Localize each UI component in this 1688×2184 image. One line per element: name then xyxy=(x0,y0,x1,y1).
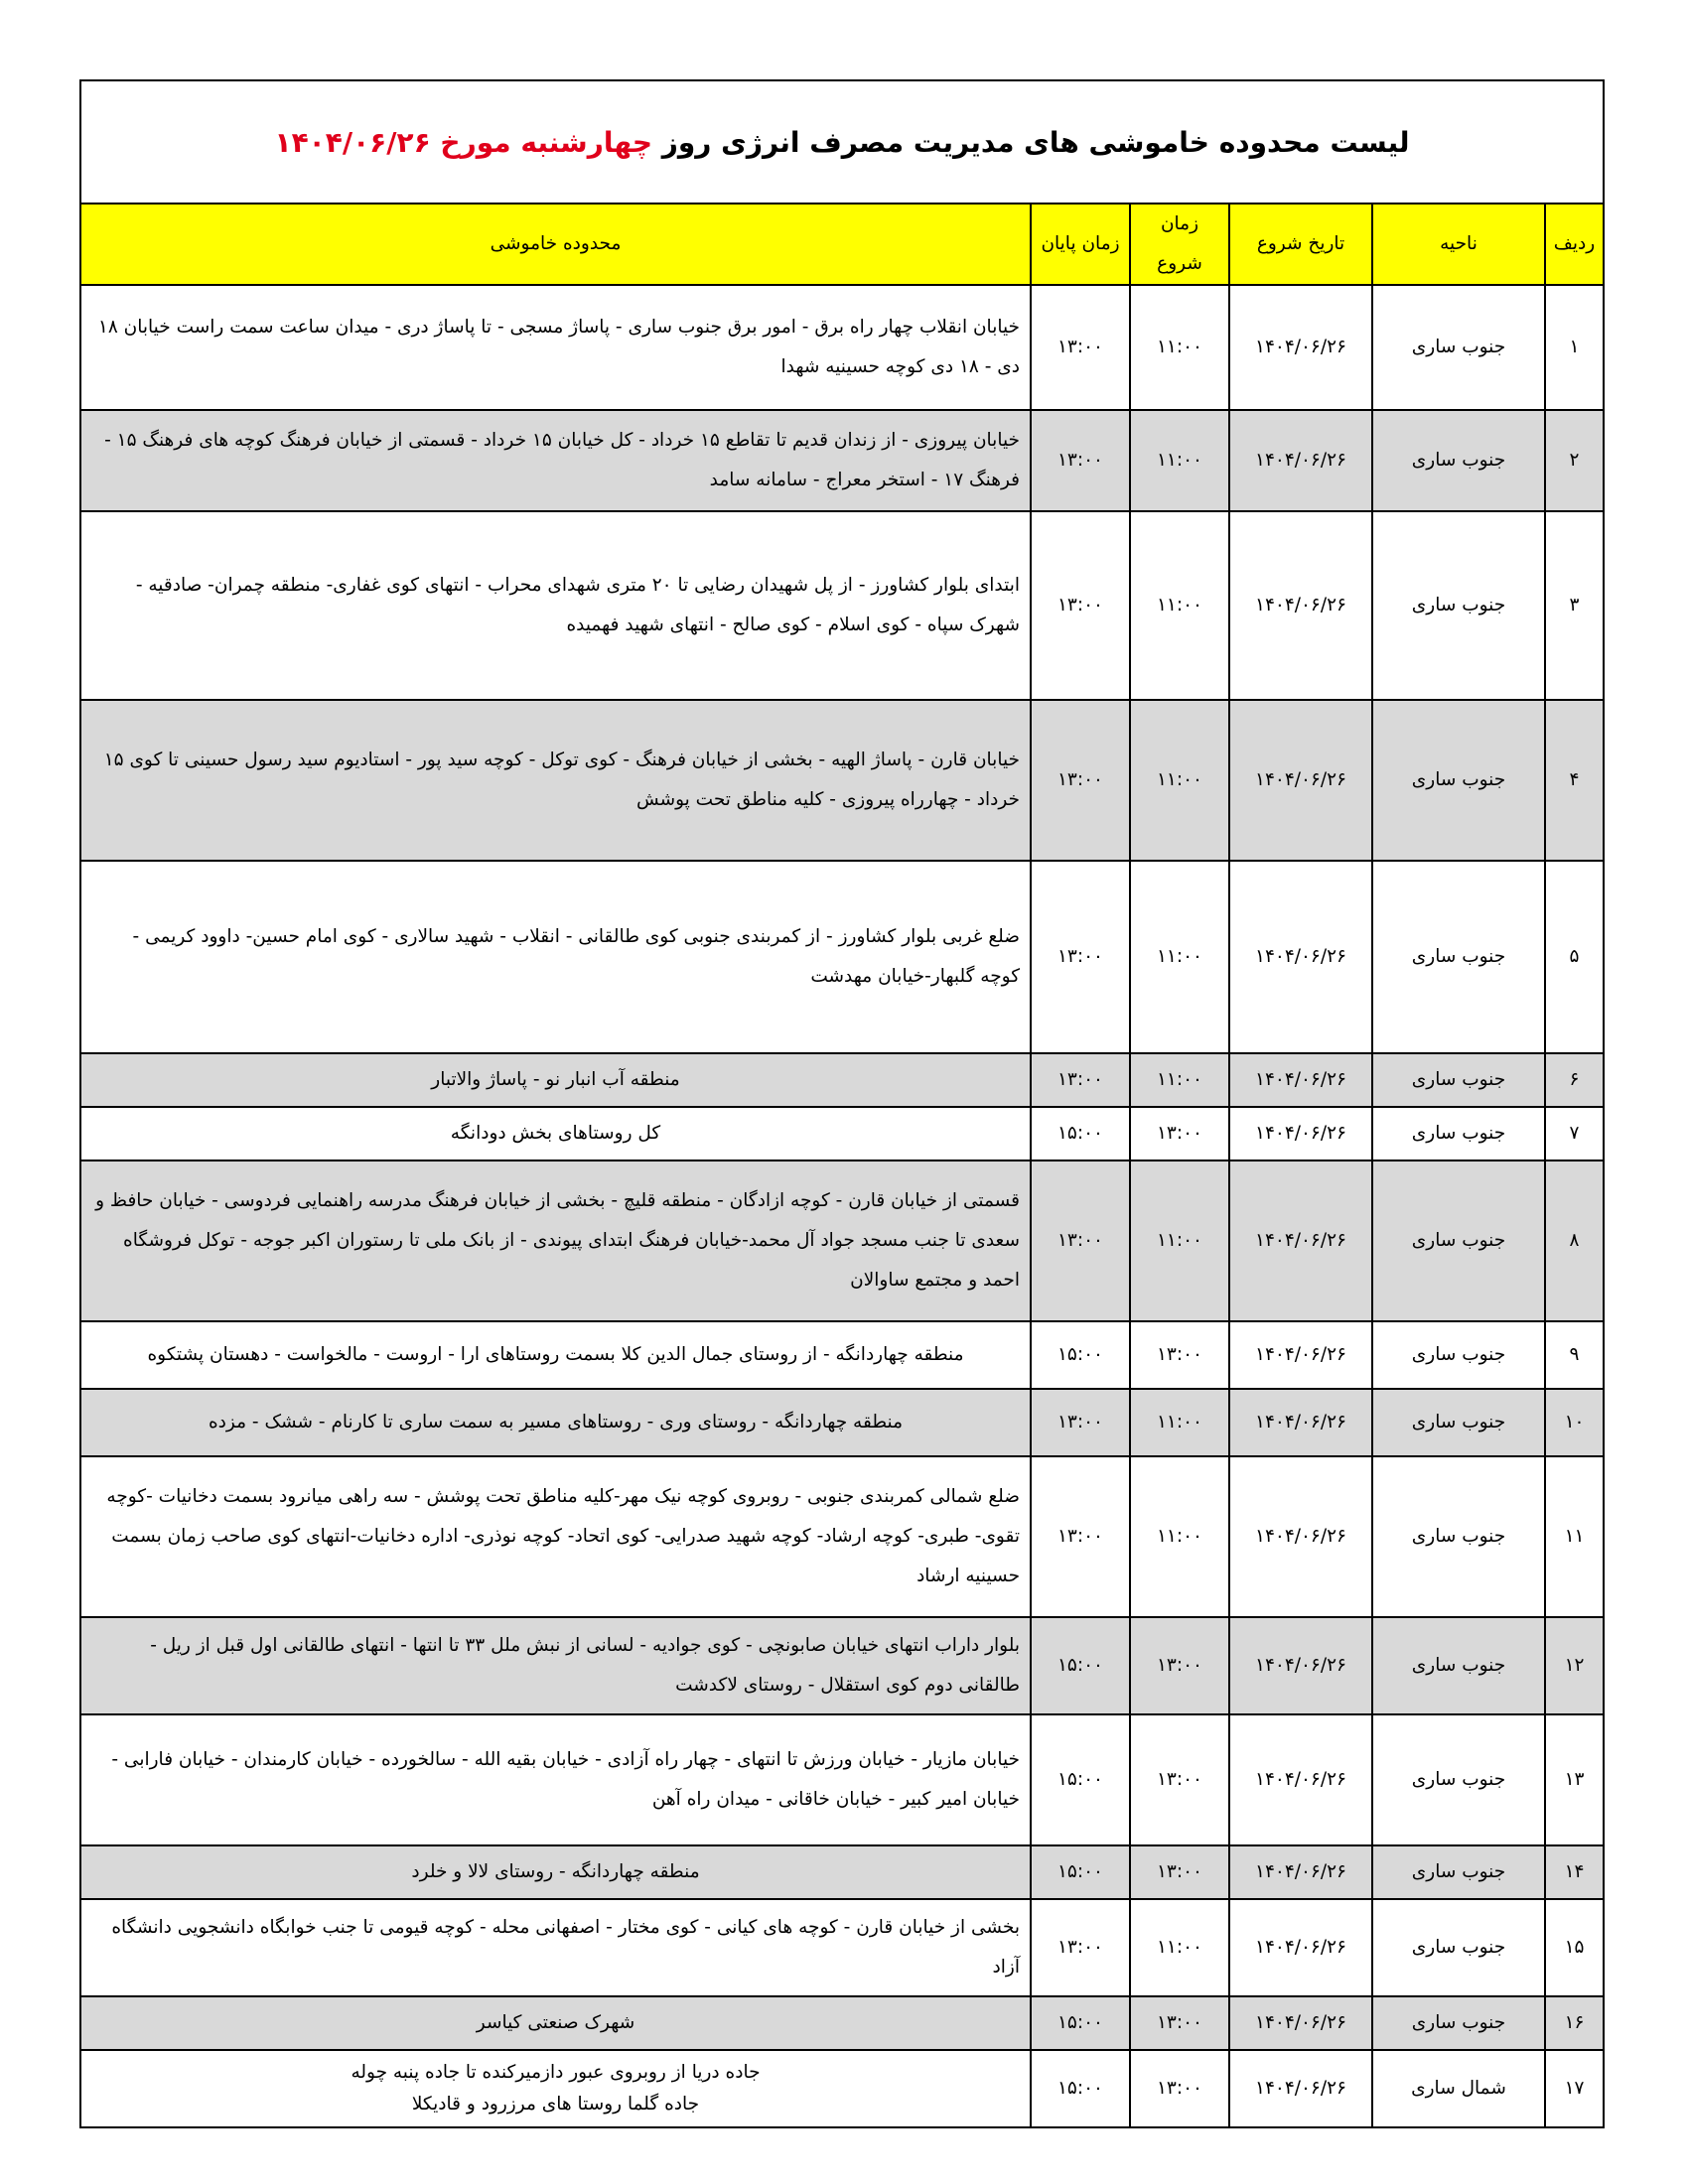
cell-district: جنوب ساری xyxy=(1372,700,1545,861)
cell-start-time: ۱۳:۰۰ xyxy=(1130,1996,1229,2050)
table-row xyxy=(81,1389,1603,1456)
cell-district: جنوب ساری xyxy=(1372,1389,1545,1456)
cell-outage-area: ابتدای بلوار کشاورز - از پل شهیدان رضایی تا ۲۰ متری شهدای محراب - انتهای کوی غفاری- منطقه چمران- صادقیه - شهرک سپاه - کوی اسلام - کوی صالح - انتهای شهید فهمیده xyxy=(81,511,1031,700)
cell-end-time: ۱۵:۰۰ xyxy=(1031,1321,1130,1389)
table-row xyxy=(81,1845,1603,1899)
cell-row-number: ۱۱ xyxy=(1545,1456,1603,1617)
cell-district: جنوب ساری xyxy=(1372,1456,1545,1617)
cell-end-time: ۱۵:۰۰ xyxy=(1031,1996,1130,2050)
document-frame xyxy=(79,79,1605,2128)
table-row xyxy=(81,1107,1603,1160)
cell-end-time: ۱۳:۰۰ xyxy=(1031,700,1130,861)
cell-start-time: ۱۱:۰۰ xyxy=(1130,1899,1229,1996)
cell-row-number: ۱۵ xyxy=(1545,1899,1603,1996)
cell-row-number: ۹ xyxy=(1545,1321,1603,1389)
table-row xyxy=(81,1617,1603,1714)
cell-start-time: ۱۱:۰۰ xyxy=(1130,1160,1229,1321)
cell-end-time: ۱۵:۰۰ xyxy=(1031,1107,1130,1160)
cell-district: جنوب ساری xyxy=(1372,1617,1545,1714)
cell-outage-area: منطقه چهاردانگه - روستای لالا و خلرد xyxy=(81,1845,1031,1899)
cell-row-number: ۱۲ xyxy=(1545,1617,1603,1714)
cell-date: ۱۴۰۴/۰۶/۲۶ xyxy=(1229,1899,1372,1996)
table-row xyxy=(81,1160,1603,1321)
outage-table xyxy=(81,205,1603,2126)
title-date: چهارشنبه مورخ ۱۴۰۴/۰۶/۲۶ xyxy=(274,125,653,159)
cell-end-time: ۱۵:۰۰ xyxy=(1031,1617,1130,1714)
cell-outage-area: ضلع شمالی کمربندی جنوبی - روبروی کوچه نیک مهر-کلیه مناطق تحت پوشش - سه راهی میانرود بسمت دخانیات -کوچه تقوی- طبری- کوچه ارشاد- کوچه شهید صدرایی- کوی اتحاد- کوچه نوذری- اداره دخانیات-انتهای کوی صاحب زمان بسمت حسینیه ارشاد xyxy=(81,1456,1031,1617)
table-row xyxy=(81,1996,1603,2050)
cell-outage-area: شهرک صنعتی کیاسر xyxy=(81,1996,1031,2050)
cell-outage-area: خیابان پیروزی - از زندان قدیم تا تقاطع ۱۵ خرداد - کل خیابان ۱۵ خرداد - قسمتی از خیابان فرهنگ کوچه های فرهنگ ۱۵ - فرهنگ ۱۷ - استخر معراج - سامانه سامد xyxy=(81,410,1031,511)
cell-date: ۱۴۰۴/۰۶/۲۶ xyxy=(1229,1714,1372,1845)
cell-district: شمال ساری xyxy=(1372,2050,1545,2126)
cell-end-time: ۱۳:۰۰ xyxy=(1031,285,1130,410)
cell-outage-area: خیابان قارن - پاساژ الهیه - بخشی از خیابان فرهنگ - کوی توکل - کوچه سید پور - استادیوم سید رسول حسینی تا کوی ۱۵ خرداد - چهارراه پیروزی - کلیه مناطق تحت پوشش xyxy=(81,700,1031,861)
cell-district: جنوب ساری xyxy=(1372,511,1545,700)
cell-row-number: ۱۴ xyxy=(1545,1845,1603,1899)
header-row-number: ردیف xyxy=(1545,205,1603,285)
cell-end-time: ۱۵:۰۰ xyxy=(1031,1845,1130,1899)
cell-end-time: ۱۳:۰۰ xyxy=(1031,410,1130,511)
cell-date: ۱۴۰۴/۰۶/۲۶ xyxy=(1229,1389,1372,1456)
table-row xyxy=(81,861,1603,1053)
cell-end-time: ۱۳:۰۰ xyxy=(1031,861,1130,1053)
cell-end-time: ۱۳:۰۰ xyxy=(1031,1456,1130,1617)
cell-date: ۱۴۰۴/۰۶/۲۶ xyxy=(1229,1160,1372,1321)
table-row xyxy=(81,1899,1603,1996)
cell-outage-area xyxy=(81,2050,1031,2126)
cell-date: ۱۴۰۴/۰۶/۲۶ xyxy=(1229,700,1372,861)
header-start-date: تاریخ شروع xyxy=(1229,205,1372,285)
cell-row-number: ۱ xyxy=(1545,285,1603,410)
header-district: ناحیه xyxy=(1372,205,1545,285)
cell-end-time: ۱۳:۰۰ xyxy=(1031,1389,1130,1456)
table-row xyxy=(81,1321,1603,1389)
table-row xyxy=(81,700,1603,861)
cell-row-number: ۴ xyxy=(1545,700,1603,861)
cell-district: جنوب ساری xyxy=(1372,1845,1545,1899)
cell-district: جنوب ساری xyxy=(1372,1107,1545,1160)
cell-start-time: ۱۳:۰۰ xyxy=(1130,1845,1229,1899)
cell-start-time: ۱۱:۰۰ xyxy=(1130,410,1229,511)
table-row xyxy=(81,285,1603,410)
cell-date: ۱۴۰۴/۰۶/۲۶ xyxy=(1229,1107,1372,1160)
cell-row-number: ۲ xyxy=(1545,410,1603,511)
cell-start-time: ۱۱:۰۰ xyxy=(1130,1053,1229,1107)
cell-district: جنوب ساری xyxy=(1372,285,1545,410)
cell-date: ۱۴۰۴/۰۶/۲۶ xyxy=(1229,1321,1372,1389)
cell-row-number: ۶ xyxy=(1545,1053,1603,1107)
cell-outage-area: قسمتی از خیابان قارن - کوچه ازادگان - منطقه قلیچ - بخشی از خیابان فرهنگ مدرسه راهنمایی فردوسی - خیابان حافظ و سعدی تا جنب مسجد جواد آل محمد-خیابان فرهنگ ابتدای پیوندی - از بانک ملی تا رستوران اکبر جوجه - توکل فروشگاه احمد و مجتمع ساوالان xyxy=(81,1160,1031,1321)
cell-district: جنوب ساری xyxy=(1372,1996,1545,2050)
title-text: لیست محدوده خاموشی های مدیریت مصرف انرژی روز xyxy=(661,125,1410,159)
cell-start-time: ۱۳:۰۰ xyxy=(1130,1107,1229,1160)
header-outage-area: محدوده خاموشی xyxy=(81,205,1031,285)
table-row xyxy=(81,1714,1603,1845)
cell-district: جنوب ساری xyxy=(1372,410,1545,511)
cell-date: ۱۴۰۴/۰۶/۲۶ xyxy=(1229,861,1372,1053)
cell-start-time: ۱۱:۰۰ xyxy=(1130,511,1229,700)
cell-date: ۱۴۰۴/۰۶/۲۶ xyxy=(1229,1456,1372,1617)
cell-row-number: ۷ xyxy=(1545,1107,1603,1160)
cell-end-time: ۱۳:۰۰ xyxy=(1031,1160,1130,1321)
header-start-time: زمان شروع xyxy=(1130,205,1229,285)
cell-end-time: ۱۳:۰۰ xyxy=(1031,511,1130,700)
cell-outage-area: خیابان مازیار - خیابان ورزش تا انتهای - چهار راه آزادی - خیابان بقیه الله - سالخورده - خیابان کارمندان - خیابان فارابی - خیابان امیر کبیر - خیابان خاقانی - میدان راه آهن xyxy=(81,1714,1031,1845)
cell-start-time: ۱۳:۰۰ xyxy=(1130,1617,1229,1714)
cell-date: ۱۴۰۴/۰۶/۲۶ xyxy=(1229,511,1372,700)
cell-district: جنوب ساری xyxy=(1372,1899,1545,1996)
header-end-time: زمان پایان xyxy=(1031,205,1130,285)
cell-district: جنوب ساری xyxy=(1372,1714,1545,1845)
cell-row-number: ۵ xyxy=(1545,861,1603,1053)
outage-area-line: جاده گلما روستا های مرزرود و قادیکلا xyxy=(411,2094,700,2115)
table-row xyxy=(81,2050,1603,2126)
cell-outage-area: ضلع غربی بلوار کشاورز - از کمربندی جنوبی کوی طالقانی - انقلاب - شهید سالاری - کوی امام حسین- داوود کریمی - کوچه گلبهار-خیابان مهدشت xyxy=(81,861,1031,1053)
cell-row-number: ۸ xyxy=(1545,1160,1603,1321)
table-row xyxy=(81,1053,1603,1107)
cell-date: ۱۴۰۴/۰۶/۲۶ xyxy=(1229,2050,1372,2126)
cell-start-time: ۱۳:۰۰ xyxy=(1130,1321,1229,1389)
cell-date: ۱۴۰۴/۰۶/۲۶ xyxy=(1229,1617,1372,1714)
cell-start-time: ۱۱:۰۰ xyxy=(1130,861,1229,1053)
cell-row-number: ۱۳ xyxy=(1545,1714,1603,1845)
cell-start-time: ۱۳:۰۰ xyxy=(1130,1714,1229,1845)
table-header-row xyxy=(81,205,1603,285)
cell-start-time: ۱۱:۰۰ xyxy=(1130,285,1229,410)
cell-district: جنوب ساری xyxy=(1372,1321,1545,1389)
cell-outage-area: منطقه چهاردانگه - از روستای جمال الدین کلا بسمت روستاهای ارا - اروست - مالخواست - دهستان پشتکوه xyxy=(81,1321,1031,1389)
cell-outage-area: کل روستاهای بخش دودانگه xyxy=(81,1107,1031,1160)
cell-district: جنوب ساری xyxy=(1372,1160,1545,1321)
cell-outage-area: منطقه چهاردانگه - روستای وری - روستاهای مسیر به سمت ساری تا کارنام - ششک - مزده xyxy=(81,1389,1031,1456)
outage-area-line: جاده دریا از روبروی عبور دازمیرکنده تا جاده پنبه چوله xyxy=(351,2062,761,2083)
table-row xyxy=(81,511,1603,700)
cell-start-time: ۱۳:۰۰ xyxy=(1130,2050,1229,2126)
cell-row-number: ۳ xyxy=(1545,511,1603,700)
cell-row-number: ۱۷ xyxy=(1545,2050,1603,2126)
cell-outage-area: بلوار داراب انتهای خیابان صابونچی - کوی جوادیه - لسانی از نبش ملل ۳۳ تا انتها - انتهای طالقانی اول قبل از ریل - طالقانی دوم کوی استقلال - روستای لاکدشت xyxy=(81,1617,1031,1714)
table-row xyxy=(81,410,1603,511)
cell-row-number: ۱۶ xyxy=(1545,1996,1603,2050)
cell-end-time: ۱۵:۰۰ xyxy=(1031,1714,1130,1845)
cell-outage-area: بخشی از خیابان قارن - کوچه های کیانی - کوی مختار - اصفهانی محله - کوچه قیومی تا جنب خوابگاه دانشجویی دانشگاه آزاد xyxy=(81,1899,1031,1996)
cell-date: ۱۴۰۴/۰۶/۲۶ xyxy=(1229,285,1372,410)
cell-date: ۱۴۰۴/۰۶/۲۶ xyxy=(1229,1053,1372,1107)
cell-date: ۱۴۰۴/۰۶/۲۶ xyxy=(1229,1996,1372,2050)
cell-start-time: ۱۱:۰۰ xyxy=(1130,1389,1229,1456)
cell-date: ۱۴۰۴/۰۶/۲۶ xyxy=(1229,410,1372,511)
cell-outage-area: منطقه آب انبار نو - پاساژ والاتبار xyxy=(81,1053,1031,1107)
cell-end-time: ۱۳:۰۰ xyxy=(1031,1899,1130,1996)
cell-end-time: ۱۵:۰۰ xyxy=(1031,2050,1130,2126)
cell-row-number: ۱۰ xyxy=(1545,1389,1603,1456)
table-row xyxy=(81,1456,1603,1617)
cell-district: جنوب ساری xyxy=(1372,1053,1545,1107)
cell-date: ۱۴۰۴/۰۶/۲۶ xyxy=(1229,1845,1372,1899)
cell-start-time: ۱۱:۰۰ xyxy=(1130,700,1229,861)
cell-district: جنوب ساری xyxy=(1372,861,1545,1053)
cell-outage-area: خیابان انقلاب چهار راه برق - امور برق جنوب ساری - پاساژ مسجی - تا پاساژ دری - میدان ساعت سمت راست خیابان ۱۸ دی - ۱۸ دی کوچه حسینیه شهدا xyxy=(81,285,1031,410)
cell-end-time: ۱۳:۰۰ xyxy=(1031,1053,1130,1107)
cell-start-time: ۱۱:۰۰ xyxy=(1130,1456,1229,1617)
page-title xyxy=(81,81,1603,205)
